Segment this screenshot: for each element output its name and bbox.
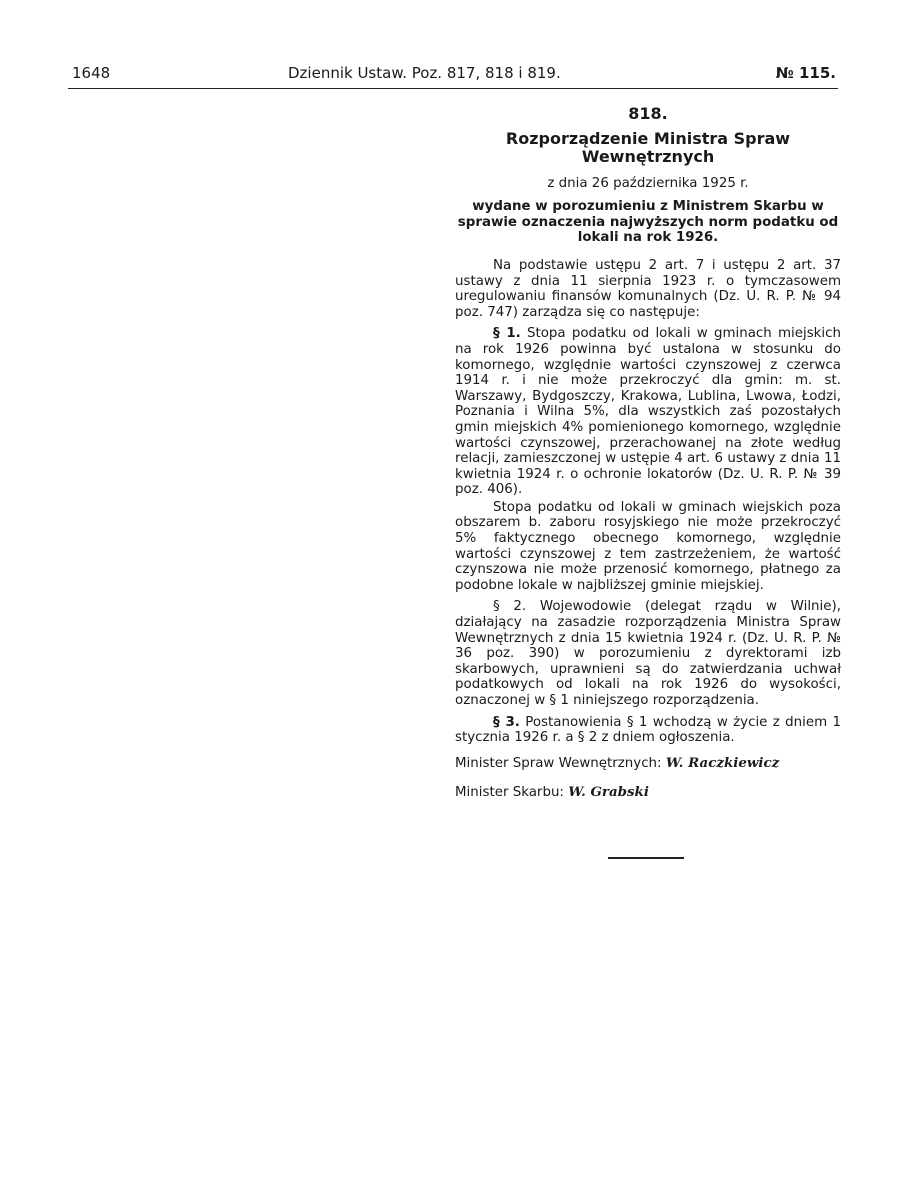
- signature-name: W. Raczkiewicz: [665, 754, 780, 771]
- page-number: 1648: [72, 64, 111, 82]
- running-header: [72, 64, 838, 86]
- issue-number: № 115.: [775, 64, 836, 82]
- section-1-paragraph-2: Stopa podatku od lokali w gminach wiejskich poza obszarem b. zaboru rosyjskiego nie może przekroczyć 5% faktycznego obecnego komornego, względnie wartości czynszowej z tem zastrzeżeniem, że wartość czynszowa nie może przenosić komornego, płatnego za podobne lokale w najbliższej gminie miejskiej.: [455, 499, 841, 593]
- signature-name: W. Grabski: [568, 783, 649, 800]
- section-3-label: § 3.: [493, 714, 520, 730]
- section-3-text: Postanowienia § 1 wchodzą w życie z dniem 1 stycznia 1926 r. a § 2 z dniem ogłoszenia.: [455, 714, 842, 746]
- journal-title: Dziennik Ustaw. Poz. 817, 818 i 819.: [288, 64, 561, 82]
- end-rule: [608, 857, 684, 859]
- act-column: [455, 106, 841, 804]
- header-rule: [68, 88, 838, 89]
- section-2-paragraph: [455, 599, 841, 708]
- act-date: z dnia 26 października 1925 r.: [547, 175, 749, 191]
- section-3-paragraph: [455, 715, 841, 746]
- signature-treasury: [455, 781, 841, 804]
- section-2-text: Wojewodowie (delegat rządu w Wilnie), działający na zasadzie rozporządzenia Ministra Spraw Wewnętrznych z dnia 15 kwietnia 1924 r. (Dz. U. R. P. № 36 poz. 390) w porozumieniu z dyrektorami izb skarbowych, uprawnieni są do zatwierdzania uchwał podatkowych od lokali na rok 1926 do wysokości, oznaczonej w § 1 niniejszego rozporządzenia.: [455, 599, 841, 708]
- signature-role: Minister Spraw Wewnętrznych:: [455, 755, 662, 771]
- section-1-label: § 1.: [493, 326, 521, 342]
- signature-interior: [455, 752, 841, 775]
- section-1-paragraph: [455, 326, 841, 498]
- signature-role: Minister Skarbu:: [455, 784, 564, 800]
- act-title: Rozporządzenie Ministra Spraw Wewnętrznych: [505, 128, 791, 166]
- preamble: Na podstawie ustępu 2 art. 7 i ustępu 2 art. 37 ustawy z dnia 11 sierpnia 1923 r. o tymczasowem uregulowaniu finansów komunalnych (Dz. U. R. P. № 94 poz. 747) zarządza się co następuje:: [455, 257, 841, 320]
- act-subject: wydane w porozumieniu z Ministrem Skarbu w sprawie oznaczenia najwyższych norm podatku od lokali na rok 1926.: [457, 199, 839, 246]
- act-number: 818.: [628, 104, 668, 123]
- section-1-text: Stopa podatku od lokali w gminach miejskich na rok 1926 powinna być ustalona w stosunku do komornego, względnie wartości czynszowej z czerwca 1914 r. i nie może przekroczyć dla gmin: m. st. Warszawy, Bydgoszczy, Krakowa, Lublina, Lwowa, Łodzi, Poznania i Wilna 5%, dla wszystkich zaś pozostałych gmin miejskich 4% pomienionego komornego, względnie wartości czynszowej, przerachowanej na złote według relacji, zamieszczonej w ustępie 4 art. 6 ustawy z dnia 11 kwietnia 1924 r. o ochronie lokatorów (Dz. U. R. P. № 39 poz. 406).: [455, 326, 841, 498]
- section-2-label: § 2.: [493, 599, 527, 615]
